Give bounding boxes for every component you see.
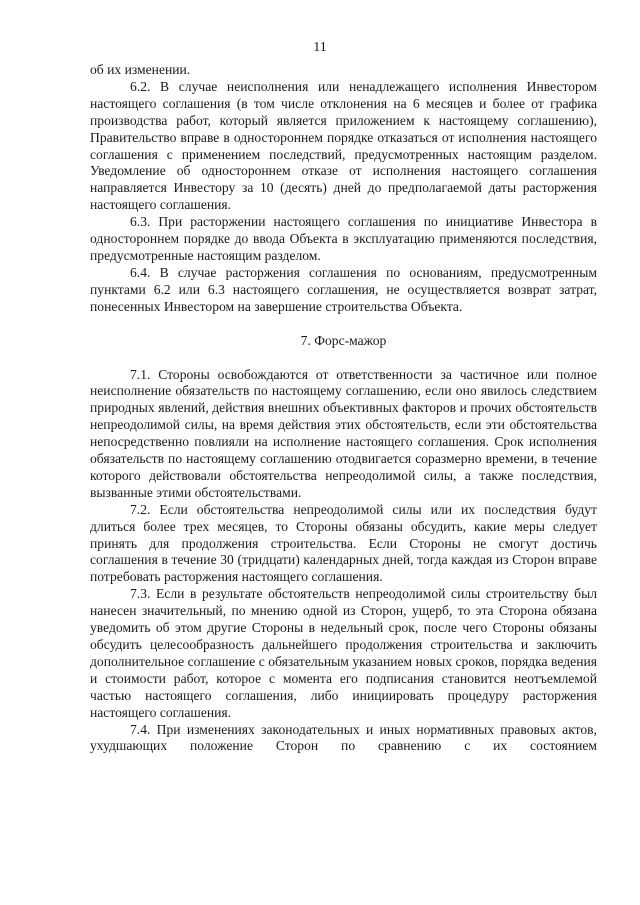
spacer — [90, 316, 597, 333]
paragraph-7-2: 7.2. Если обстоятельства непреодолимой силы или их последствия будут длиться более трех месяцев, то Стороны обязаны обсудить, какие меры следует принять для продолжения строительства. Если Стороны не смогут достичь соглашения в течение 30 (тридцати) календарных дней, тогда каждая из Сторон вправе потребовать расторжения настоящего соглашения. — [90, 501, 597, 585]
section-heading-force-majeure: 7. Форс-мажор — [300, 332, 387, 348]
document-body — [90, 62, 597, 755]
spacer — [90, 350, 597, 367]
paragraph-7-3: 7.3. Если в результате обстоятельств непреодолимой силы строительству был нанесен значительный, по мнению одной из Сторон, ущерб, то эта Сторона обязана уведомить об этом другие Стороны в недельный срок, после чего Стороны обязаны обсудить целесообразность дальнейшего продолжения строительства и заключить дополнительное соглашение с обязательным указанием новых сроков, порядка ведения и стоимости работ, которое с момента его подписания становится неотъемлемой частью настоящего соглашения, либо инициировать процедуру расторжения настоящего соглашения. — [90, 586, 597, 720]
paragraph-6-3: 6.3. При расторжении настоящего соглашения по инициативе Инвестора в одностороннем порядке до ввода Объекта в эксплуатацию применяются последствия, предусмотренные настоящим разделом. — [90, 214, 597, 263]
paragraph-continuation: об их изменении. — [90, 62, 191, 77]
paragraph-6-2: 6.2. В случае неисполнения или ненадлежащего исполнения Инвестором настоящего соглашения (в том числе отклонения на 6 месяцев и более от графика производства работ, который является приложением к настоящему соглашению), Правительство вправе в одностороннем порядке отказаться от исполнения настоящего соглашения с применением последствий, предусмотренных настоящим разделом. Уведомление об одностороннем отказе от исполнения настоящего соглашения направляется Инвестору за 10 (десять) дней до предполагаемой даты расторжения настоящего соглашения. — [90, 78, 597, 213]
paragraph-7-1: 7.1. Стороны освобождаются от ответственности за частичное или полное неисполнение обязательств по настоящему соглашению, если оно явилось следствием природных явлений, действия внешних объективных факторов и прочих обстоятельств непреодолимой силы, на время действия этих обстоятельств, если эти обстоятельства непосредственно повлияли на исполнение настоящего соглашения. Срок исполнения обязательств по настоящему соглашению отодвигается соразмерно времени, в течение которого действовали обстоятельства непреодолимой силы, а также последствия, вызванные этими обстоятельствами. — [90, 366, 597, 500]
paragraph-6-4: 6.4. В случае расторжения соглашения по основаниям, предусмотренным пунктами 6.2 или 6.3 настоящего соглашения, не осуществляется возврат затрат, понесенных Инвестором на завершение строительства Объекта. — [90, 264, 597, 314]
paragraph-7-4: 7.4. При изменениях законодательных и иных нормативных правовых актов, ухудшающих положение Сторон по сравнению с их состоянием — [90, 721, 597, 754]
page-number: 11 — [313, 40, 327, 55]
